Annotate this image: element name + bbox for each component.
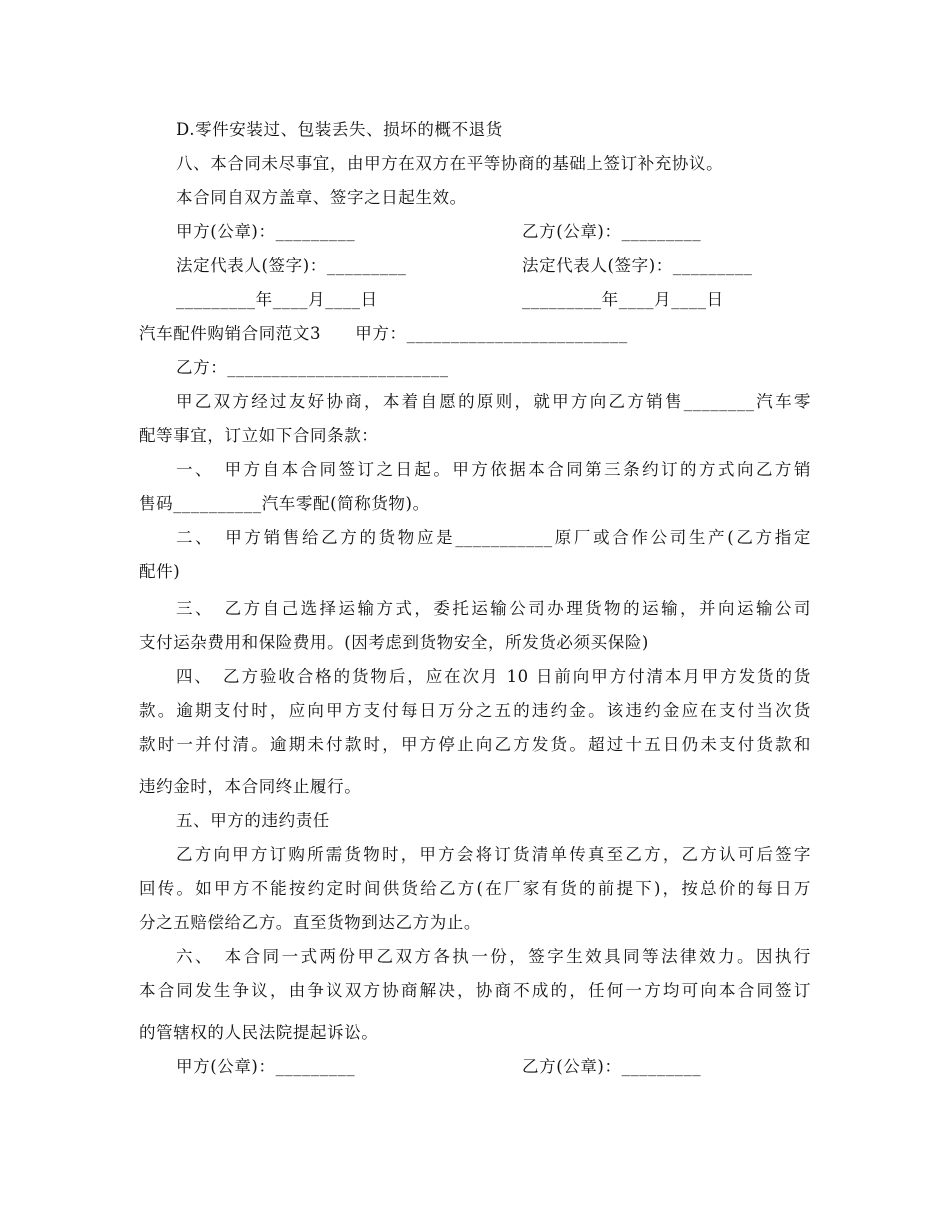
clause-5-line-2: 回传。如甲方不能按约定时间供货给乙方(在厂家有货的前提下)，按总价的每日万: [139, 879, 811, 898]
party-b-seal-line: 乙方(公章)：_________: [522, 222, 702, 241]
clause-5-line-1: 乙方向甲方订购所需货物时，甲方会将订货清单传真至乙方，乙方认可后签字: [176, 845, 811, 864]
clause-4-line-4: 违约金时，本合同终止履行。: [139, 777, 362, 796]
party-b-name-line: 乙方：_________________________: [176, 358, 449, 377]
party-b-date-line: _________年____月____日: [522, 290, 724, 309]
clause-d-no-return: D.零件安装过、包装丢失、损坏的概不退货: [176, 120, 503, 139]
clause-3-line-1: 三、 乙方自己选择运输方式，委托运输公司办理货物的运输，并向运输公司: [176, 599, 811, 618]
clause-4-line-1: 四、 乙方验收合格的货物后，应在次月 10 日前向甲方付清本月甲方发货的货: [176, 667, 811, 686]
contract-3-heading: 汽车配件购销合同范文3 甲方：_________________________: [139, 324, 628, 343]
clause-6-line-3: 的管辖权的人民法院提起诉讼。: [139, 1023, 379, 1042]
effective-statement: 本合同自双方盖章、签字之日起生效。: [176, 188, 467, 207]
party-a-seal-line-2: 甲方(公章)：_________: [176, 1057, 356, 1076]
clause-1-line-2: 售码__________汽车零配(简称货物)。: [139, 494, 430, 513]
clause-5-heading: 五、甲方的违约责任: [176, 811, 330, 830]
clause-4-line-3: 款时一并付清。逾期未付款时，甲方停止向乙方发货。超过十五日仍未支付货款和: [139, 735, 811, 754]
party-b-seal-line-2: 乙方(公章)：_________: [522, 1057, 702, 1076]
clause-3-line-2: 支付运杂费用和保险费用。(因考虑到货物安全，所发货必须买保险): [139, 633, 649, 652]
clause-2-line-1: 二、 甲方销售给乙方的货物应是___________原厂或合作公司生产(乙方指定: [176, 528, 811, 547]
preamble-line-2: 配等事宜，订立如下合同条款：: [139, 426, 379, 445]
clause-5-line-3: 分之五赔偿给乙方。直至货物到达乙方为止。: [139, 913, 481, 932]
clause-6-line-1: 六、 本合同一式两份甲乙双方各执一份，签字生效具同等法律效力。因执行: [176, 947, 811, 966]
preamble-line-1: 甲乙双方经过友好协商，本着自愿的原则，就甲方向乙方销售________汽车零: [176, 392, 811, 411]
party-a-seal-line: 甲方(公章)：_________: [176, 222, 356, 241]
clause-8-supplement: 八、本合同未尽事宜，由甲方在双方在平等协商的基础上签订补充协议。: [176, 154, 724, 173]
clause-4-line-2: 款。逾期支付时，应向甲方支付每日万分之五的违约金。该违约金应在支付当次货: [139, 701, 811, 720]
clause-1-line-1: 一、 甲方自本合同签订之日起。甲方依据本合同第三条约订的方式向乙方销: [176, 460, 811, 479]
party-b-representative-line: 法定代表人(签字)：_________: [522, 256, 753, 275]
party-a-representative-line: 法定代表人(签字)：_________: [176, 256, 407, 275]
party-a-date-line: _________年____月____日: [176, 290, 378, 309]
clause-6-line-2: 本合同发生争议，由争议双方协商解决，协商不成的，任何一方均可向本合同签订: [139, 981, 811, 1000]
clause-2-line-2: 配件): [139, 562, 181, 581]
